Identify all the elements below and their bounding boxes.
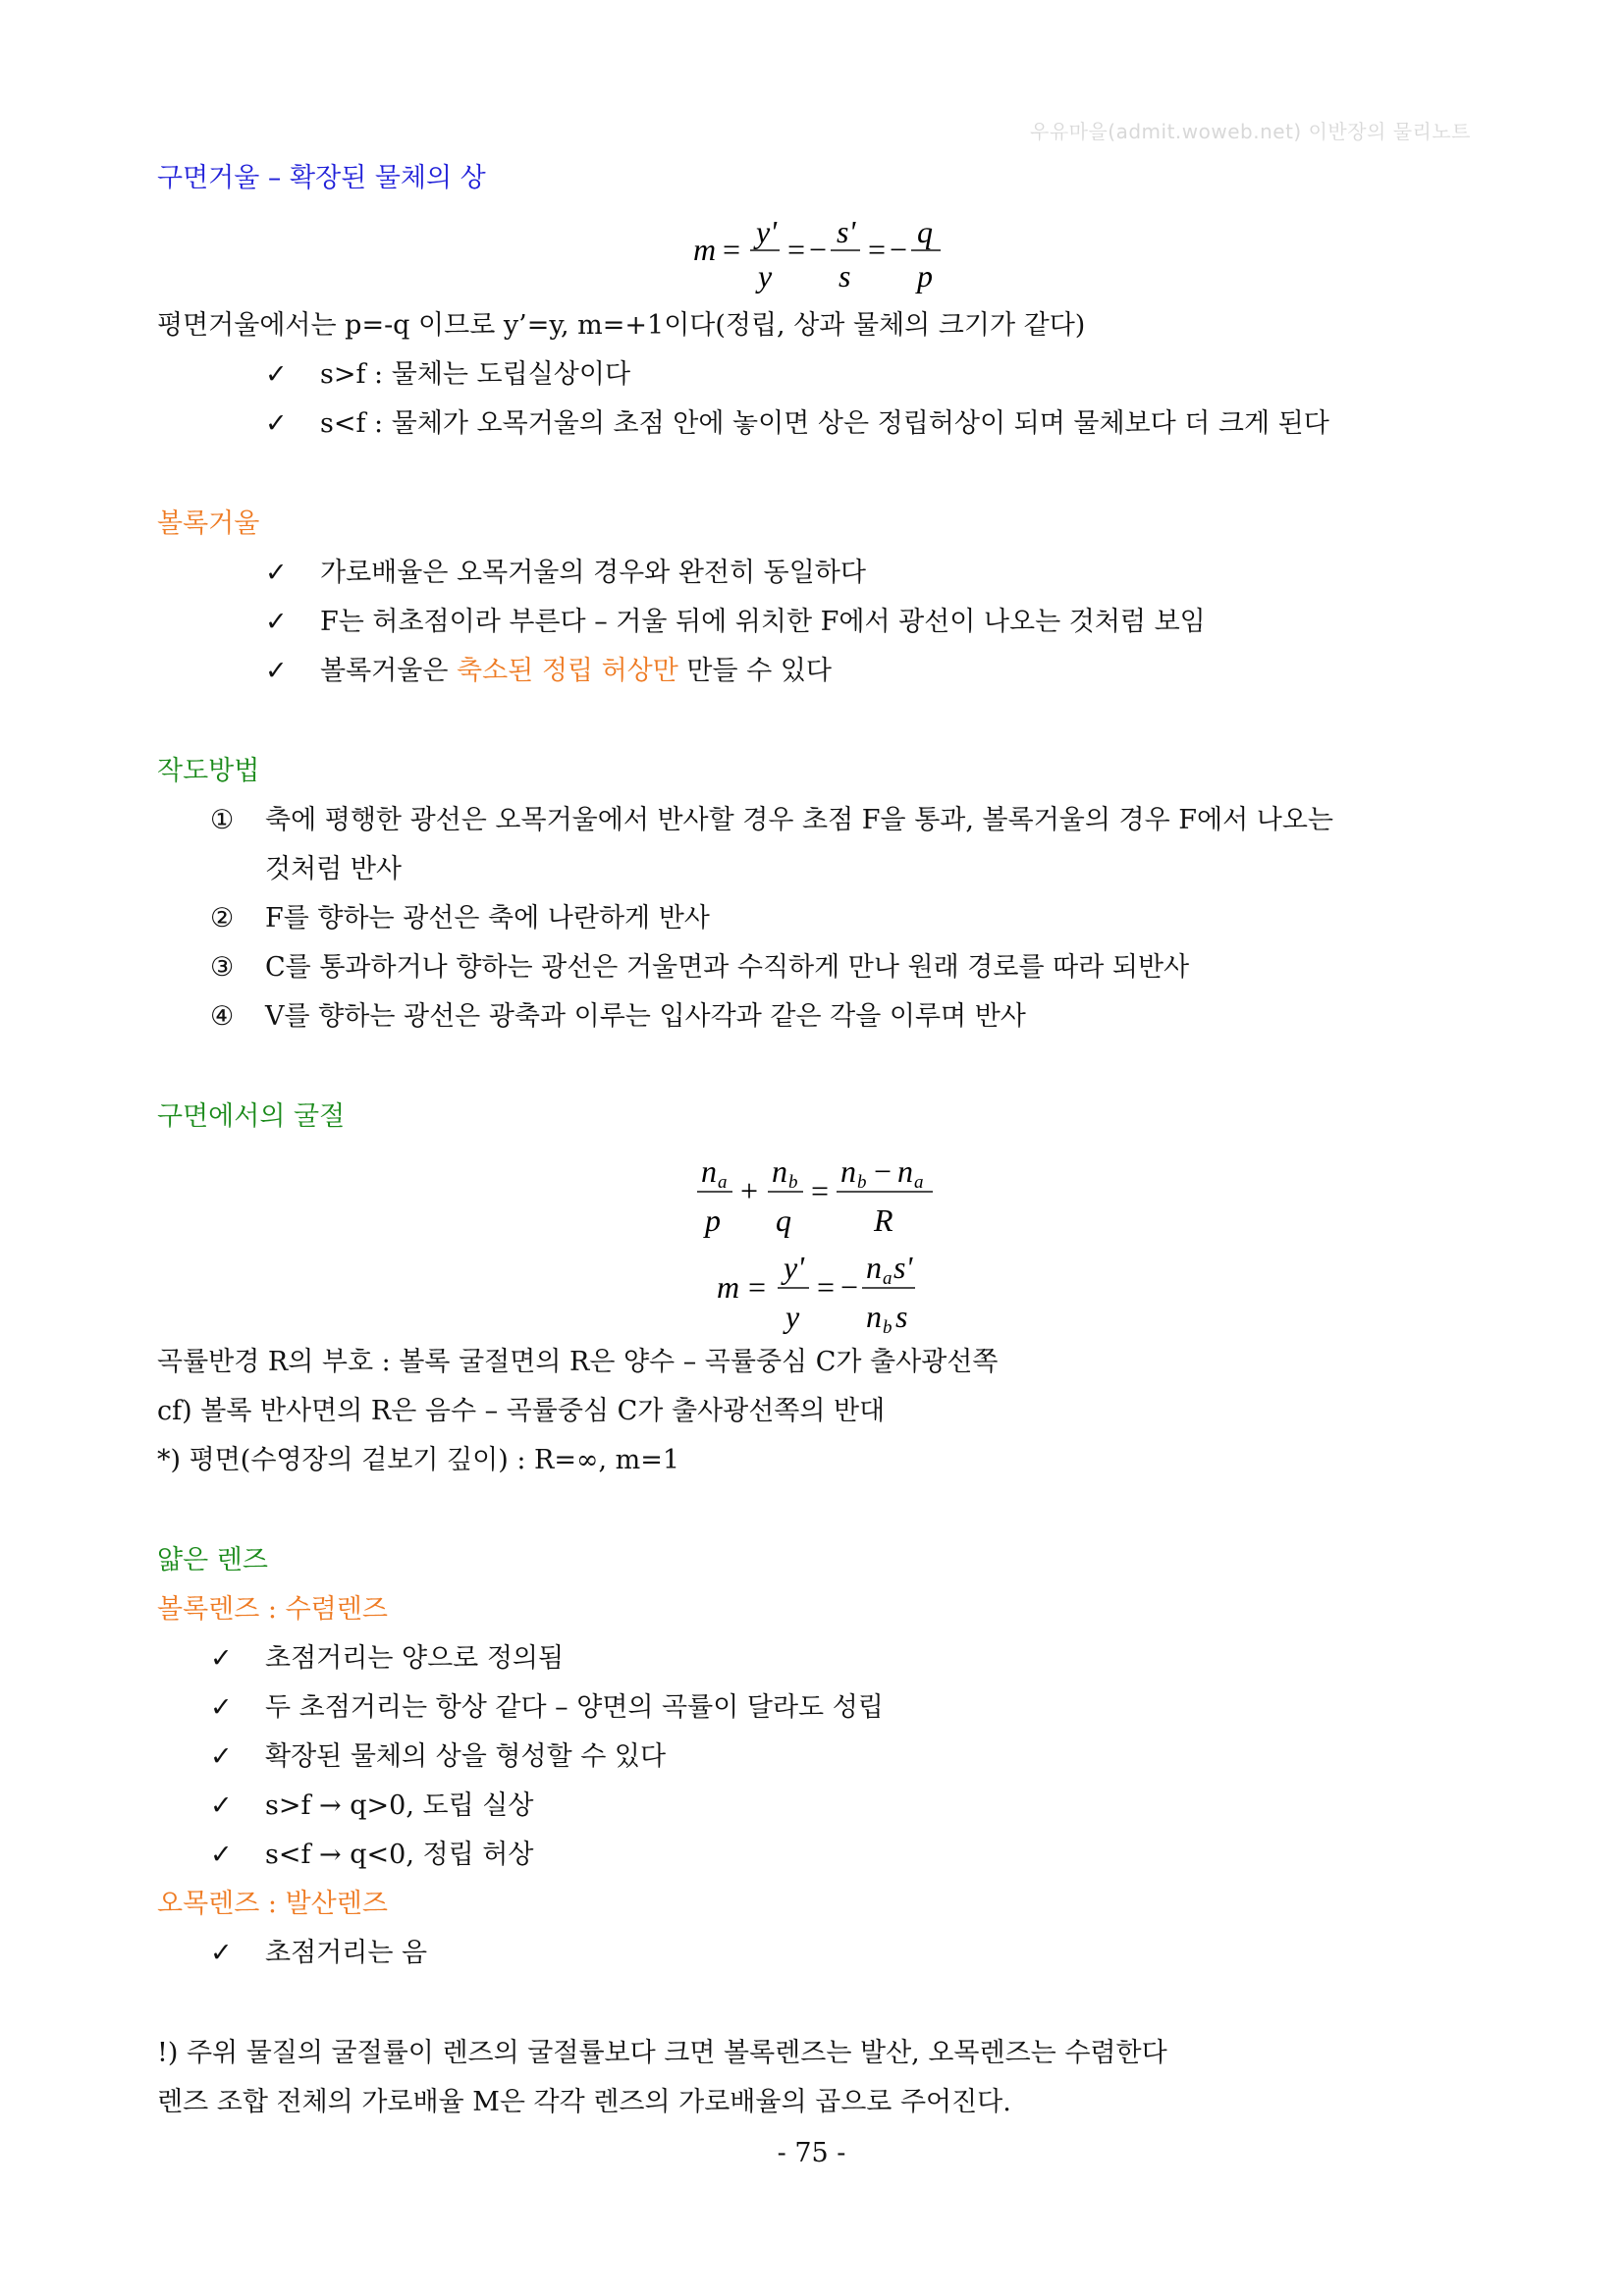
svg-text:m: m (717, 1269, 740, 1305)
check-icon: ✓ (265, 408, 288, 439)
check-icon: ✓ (265, 607, 288, 637)
item-number: ① (210, 805, 235, 835)
check-icon: ✓ (210, 1692, 233, 1723)
svg-text:−: − (874, 1153, 893, 1189)
list-item: F는 허초점이라 부른다 – 거울 뒤에 위치한 F에서 광선이 나오는 것처럼 보임 (320, 607, 1206, 637)
list-item (320, 654, 832, 689)
svg-text:n: n (840, 1153, 856, 1189)
svg-text:−: − (890, 232, 908, 267)
section-heading-convex-mirror: 볼록거울 (157, 508, 260, 539)
list-item: 초점거리는 음 (265, 1938, 428, 1968)
check-icon: ✓ (210, 1840, 233, 1870)
list-item: V를 향하는 광선은 광축과 이루는 입사각과 같은 각을 이루며 반사 (265, 1001, 1026, 1032)
page-number: - 75 - (777, 2138, 846, 2168)
svg-text:q: q (776, 1202, 791, 1238)
check-icon: ✓ (210, 1790, 233, 1821)
closing-note: !) 주위 물질의 굴절률이 렌즈의 굴절률보다 크면 볼록렌즈는 발산, 오목렌즈는 수렴한다 (157, 2038, 1167, 2068)
list-item: s<f : 물체가 오목거울의 초점 안에 놓이면 상은 정립허상이 되며 물체보다 더 크게 된다 (320, 408, 1329, 439)
list-item: s>f : 물체는 도립실상이다 (320, 359, 631, 390)
item-number: ③ (210, 952, 235, 983)
svg-text:s: s (895, 1299, 908, 1334)
svg-text:y': y' (756, 214, 778, 249)
refraction-formula (687, 1148, 952, 1242)
svg-text:s: s (839, 258, 851, 294)
svg-text:y': y' (784, 1250, 805, 1285)
list-item: 초점거리는 양으로 정의됨 (265, 1643, 565, 1674)
closing-note: 렌즈 조합 전체의 가로배율 M은 각각 렌즈의 가로배율의 곱으로 주어진다. (157, 2087, 1011, 2117)
highlight-text: 축소된 정립 허상만 (457, 656, 678, 686)
list-item: F를 향하는 광선은 축에 나란하게 반사 (265, 903, 710, 934)
check-icon: ✓ (210, 1643, 233, 1674)
check-icon: ✓ (265, 359, 288, 390)
svg-text:n: n (866, 1299, 882, 1334)
svg-text:s': s' (893, 1250, 913, 1285)
section-heading-construction: 작도방법 (157, 756, 260, 786)
svg-text:=: = (787, 232, 806, 267)
svg-text:−: − (840, 1269, 859, 1305)
svg-text:y: y (758, 258, 773, 294)
svg-text:n: n (866, 1250, 882, 1285)
reflection-sign-note: cf) 볼록 반사면의 R은 음수 – 곡률중심 C가 출사광선쪽의 반대 (157, 1396, 886, 1426)
svg-text:a: a (883, 1268, 893, 1289)
svg-text:+: + (740, 1173, 759, 1208)
svg-text:=: = (748, 1269, 767, 1305)
svg-text:q: q (917, 214, 933, 249)
subheading-convex-lens: 볼록렌즈 : 수렴렌즈 (157, 1594, 388, 1625)
check-icon: ✓ (210, 1938, 233, 1968)
svg-text:m: m (693, 232, 717, 267)
check-icon: ✓ (210, 1741, 233, 1772)
curvature-sign-note: 곡률반경 R의 부호 : 볼록 굴절면의 R은 양수 – 곡률중심 C가 출사광선쪽 (157, 1347, 999, 1377)
svg-text:=: = (868, 232, 887, 267)
item-prefix: 볼록거울은 (320, 656, 457, 686)
section-heading-spherical-mirror: 구면거울 – 확장된 물체의 상 (157, 163, 486, 193)
svg-text:b: b (788, 1172, 798, 1193)
svg-text:=: = (817, 1269, 836, 1305)
subheading-concave-lens: 오목렌즈 : 발산렌즈 (157, 1889, 388, 1919)
section-heading-refraction: 구면에서의 굴절 (157, 1101, 346, 1132)
svg-text:b: b (857, 1172, 867, 1193)
list-item: 가로배율은 오목거울의 경우와 완전히 동일하다 (320, 558, 866, 588)
svg-text:n: n (772, 1153, 787, 1189)
svg-text:n: n (897, 1153, 913, 1189)
svg-text:s': s' (837, 214, 856, 249)
check-icon: ✓ (265, 558, 288, 588)
list-item: 확장된 물체의 상을 형성할 수 있다 (265, 1741, 667, 1772)
svg-text:p: p (917, 258, 933, 294)
svg-text:b: b (883, 1317, 893, 1338)
svg-text:p: p (705, 1202, 721, 1238)
svg-text:a: a (914, 1172, 924, 1193)
list-item: 두 초점거리는 항상 같다 – 양면의 곡률이 달라도 성립 (265, 1692, 884, 1723)
list-item: s>f → q>0, 도립 실상 (265, 1790, 534, 1821)
list-item: 축에 평행한 광선은 오목거울에서 반사할 경우 초점 F을 통과, 볼록거울의 경우 F에서 나오는 (265, 805, 1333, 835)
item-number: ④ (210, 1001, 235, 1032)
plane-surface-note: *) 평면(수영장의 겉보기 깊이) : R=∞, m=1 (157, 1445, 680, 1475)
section-heading-thin-lens: 얇은 렌즈 (157, 1545, 268, 1575)
svg-text:n: n (701, 1153, 717, 1189)
list-item: C를 통과하거나 향하는 광선은 거울면과 수직하게 만나 원래 경로를 따라 되반사 (265, 952, 1190, 983)
plane-mirror-note: 평면거울에서는 p=-q 이므로 y’=y, m=+1이다(정립, 상과 물체의 크기가 같다) (157, 310, 1086, 341)
svg-text:a: a (718, 1172, 728, 1193)
watermark: 우유마을(admit.woweb.net) 이반장의 물리노트 (1030, 120, 1471, 143)
svg-text:−: − (809, 232, 828, 267)
check-icon: ✓ (265, 656, 288, 686)
svg-text:=: = (723, 232, 741, 267)
svg-text:=: = (811, 1173, 830, 1208)
item-suffix: 만들 수 있다 (677, 656, 832, 686)
list-item-continuation: 것처럼 반사 (265, 854, 402, 884)
item-number: ② (210, 903, 235, 934)
svg-text:R: R (874, 1202, 893, 1238)
magnification-formula (677, 208, 972, 296)
svg-text:y: y (785, 1299, 800, 1334)
refraction-magnification-formula (709, 1245, 935, 1338)
list-item: s<f → q<0, 정립 허상 (265, 1840, 534, 1870)
